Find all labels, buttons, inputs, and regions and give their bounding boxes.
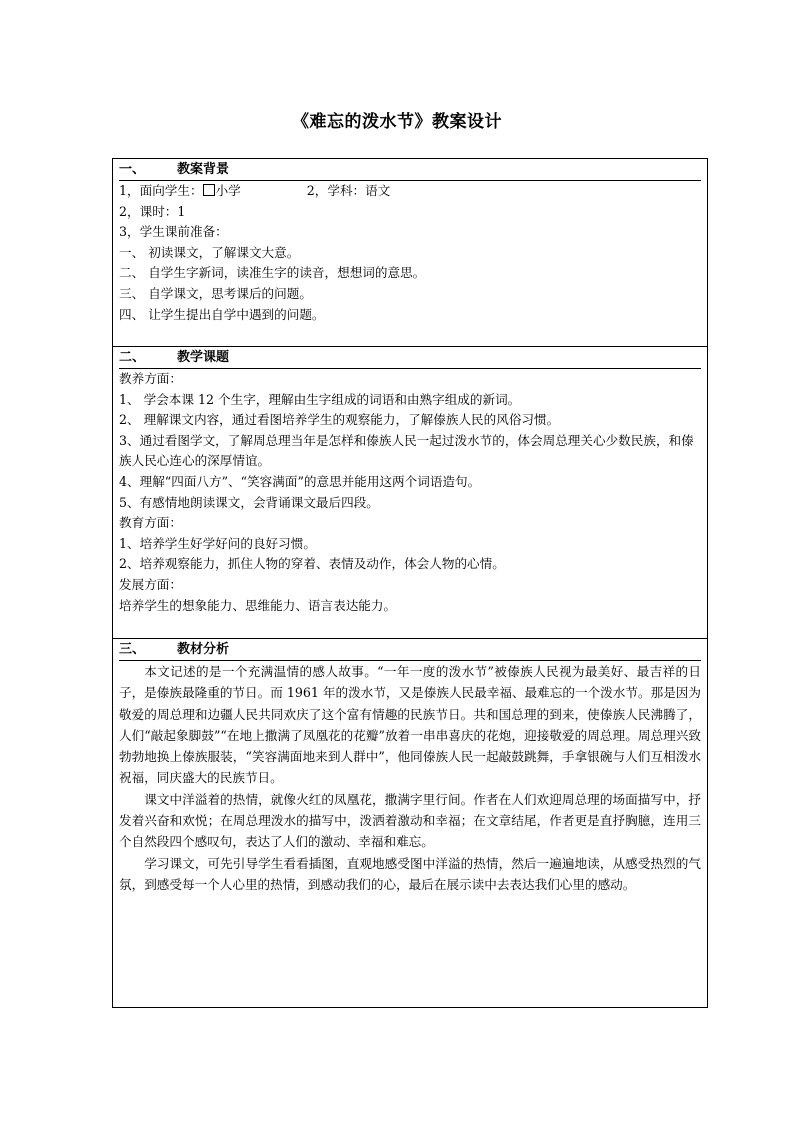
list-item: 4、理解“四面八方”、“笑容满面”的意思并能用这两个词语造句。 xyxy=(119,473,481,489)
subheading: 教养方面： xyxy=(119,371,182,386)
subheading: 发展方面： xyxy=(119,576,182,592)
list-item: 四、 让学生提出自学中遇到的问题。 xyxy=(119,306,325,322)
lesson-plan-table xyxy=(112,158,708,1008)
subheading: 教育方面： xyxy=(119,515,182,531)
checkbox-icon[interactable] xyxy=(203,184,215,196)
section-analysis xyxy=(113,639,707,1007)
student-subject-line: 1，面向学生： 小学 2，学科：语文 xyxy=(119,183,391,198)
list-item: 5、有感情地朗读课文，会背诵课文最后四段。 xyxy=(119,494,379,510)
list-item: 2、 理解课文内容，通过看图培养学生的观察能力，了解傣族人民的风俗习惯。 xyxy=(119,412,560,428)
list-item: 3、通过看图学文，了解周总理当年是怎样和傣族人民一起过泼水节的，体会周总理关心少数民族，和傣族人民心连心的深厚情谊。 xyxy=(119,432,694,469)
paragraph: 课文中洋溢着的热情，就像火红的凤凰花，撒满字里行间。作者在人们欢迎周总理的场面描写中，抒发着兴奋和欢悦；在周总理泼水的描写中，泼洒着激动和幸福；在文章结尾，作者更是直抒胸臆，连用三个自然段四个感叹句，表达了人们的激动、幸福和难忘。 xyxy=(119,791,701,850)
paragraph: 学习课文，可先引导学生看看插图，直观地感受图中洋溢的热情，然后一遍遍地读，从感受热烈的气氛，到感受每一个人心里的热情，到感动我们的心，最后在展示读中去表达我们心里的感动。 xyxy=(119,855,701,892)
section-heading: 一、 教案背景 xyxy=(119,160,701,181)
list-item: 1、 学会本课 12 个生字，理解由生字组成的词语和由熟字组成的新词。 xyxy=(119,391,521,407)
paragraph: 本文记述的是一个充满温情的感人故事。“一年一度的泼水节”被傣族人民视为最美好、最吉祥的日子，是傣族最隆重的节日。而 1961 年的泼水节，又是傣族人民最幸福、最难忘的一个泼水节。那是因为敬爱的周总理和边疆人民共同欢庆了这个富有情趣的民族节日。共和国总理的到来，使傣族人民沸腾了，人们“敲起象脚鼓”“在地上撒满了凤凰花的花瓣”放着一串串喜庆的花炮，迎接敬爱的周总理。周总理兴致勃勃地换上傣族服装，“笑容满面地来到人群中”，他同傣族人民一起敲鼓跳舞，手拿银碗与人们互相泼水祝福，同庆盛大的民族节日。 xyxy=(119,664,701,786)
list-item: 一、 初读课文，了解课文大意。 xyxy=(119,244,300,260)
list-item: 2、培养观察能力，抓住人物的穿着、表情及动作，体会人物的心情。 xyxy=(119,556,505,572)
prep-line: 3，学生课前准备： xyxy=(119,224,228,240)
document-title: 《难忘的泼水节》教案设计 xyxy=(292,112,502,132)
section-heading: 二、 教学课题 xyxy=(119,348,701,369)
section-background xyxy=(113,159,707,347)
periods-line: 2，课时：1 xyxy=(119,203,186,219)
list-item: 1、培养学生好学好问的良好习惯。 xyxy=(119,535,316,551)
section-objectives xyxy=(113,347,707,639)
list-item: 二、 自学生字新词，读准生字的读音，想想词的意思。 xyxy=(119,265,426,281)
list-item: 三、 自学课文，思考课后的问题。 xyxy=(119,285,312,301)
section-heading: 三、 教材分析 xyxy=(119,640,701,661)
list-item: 培养学生的想象能力、思维能力、语言表达能力。 xyxy=(119,597,397,613)
